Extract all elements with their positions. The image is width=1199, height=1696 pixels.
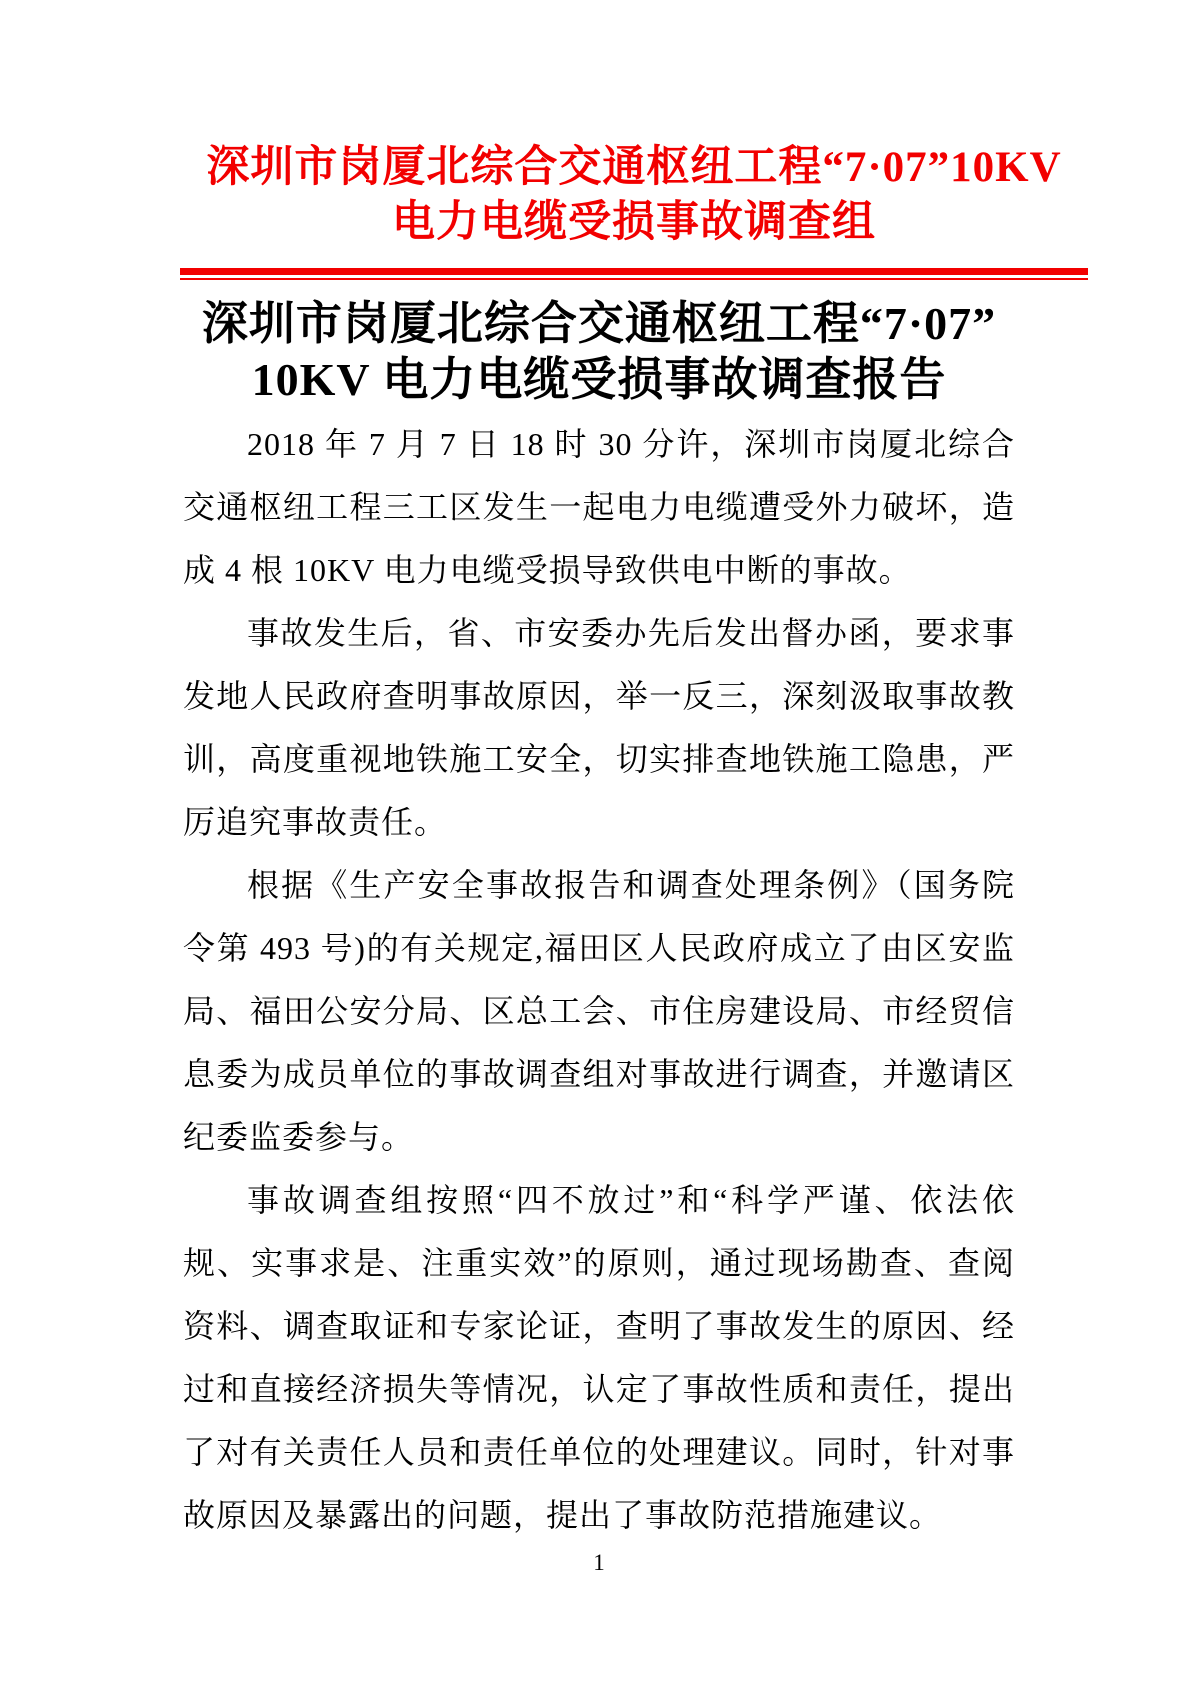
paragraph-investigation-principles: 事故调查组按照“四不放过”和“科学严谨、依法依规、实事求是、注重实效”的原则，通过现场勘查、查阅资料、调查取证和专家论证，查明了事故发生的原因、经过和直接经济损失等情况，认定了事故性质和责任，提出了对有关责任人员和责任单位的处理建议。同时，针对事故原因及暴露出的问题，提出了事故防范措施建议。 <box>183 1182 1015 1533</box>
report-body <box>183 413 1015 1547</box>
letterhead-divider <box>180 268 1088 280</box>
divider-thin-line <box>180 278 1088 280</box>
paragraph-government-response: 事故发生后，省、市安委办先后发出督办函，要求事发地人民政府查明事故原因，举一反三，深刻汲取事故教训，高度重视地铁施工安全，切实排查地铁施工隐患，严厉追究事故责任。 <box>183 615 1015 840</box>
paragraph-investigation-team: 根据《生产安全事故报告和调查处理条例》（国务院令第 493 号)的有关规定,福田区人民政府成立了由区安监局、福田公安分局、区总工会、市住房建设局、市经贸信息委为成员单位的事故调查组对事故进行调查，并邀请区纪委监委参与。 <box>183 867 1015 1155</box>
report-title-line2: 10KV 电力电缆受损事故调查报告 <box>251 354 947 405</box>
letterhead-title-line2: 电力电缆受损事故调查组 <box>392 199 876 246</box>
report-title-line1: 深圳市岗厦北综合交通枢纽工程“7·07” <box>201 298 997 349</box>
paragraph-incident-summary: 2018 年 7 月 7 日 18 时 30 分许，深圳市岗厦北综合交通枢纽工程三工区发生一起电力电缆遭受外力破坏，造成 4 根 10KV 电力电缆受损导致供电中断的事故。 <box>183 426 1015 588</box>
letterhead-title-line1: 深圳市岗厦北综合交通枢纽工程“7·07”10KV <box>206 144 1062 191</box>
page-footer <box>183 1549 1015 1577</box>
divider-thick-line <box>180 268 1088 275</box>
page-number: 1 <box>593 1550 605 1575</box>
report-title <box>183 296 1015 408</box>
letterhead <box>180 140 1088 250</box>
